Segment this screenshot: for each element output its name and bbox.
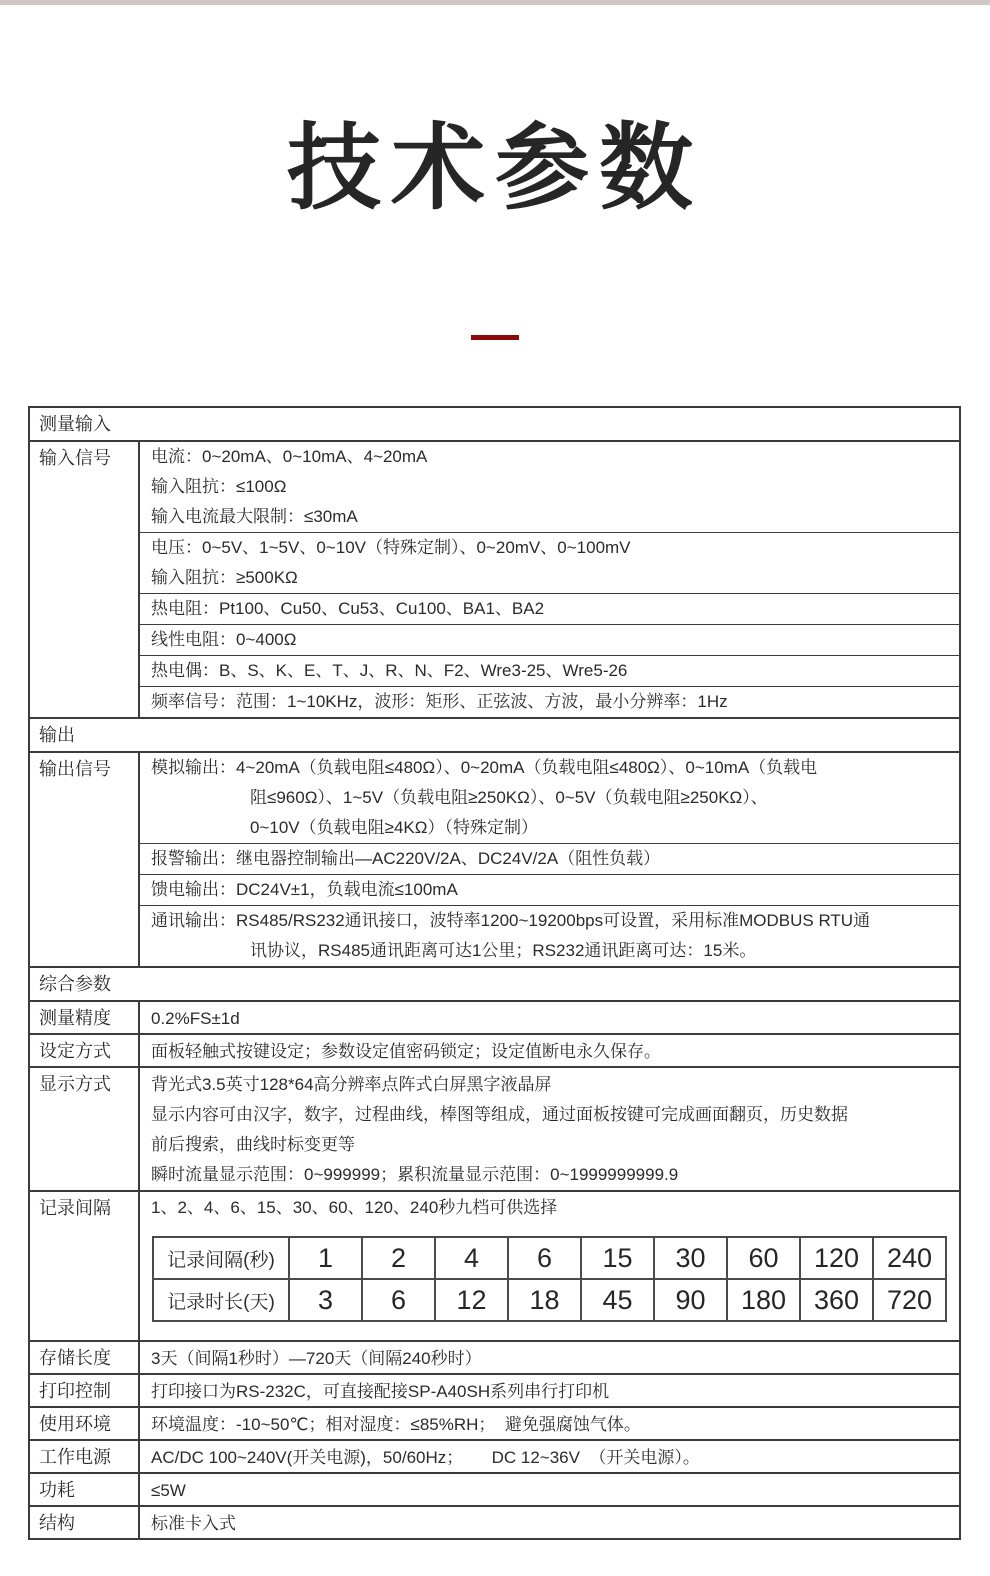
- record-row-interval: [153, 1237, 946, 1279]
- section-title: 输出: [39, 725, 75, 745]
- spec-cell-current: [140, 442, 959, 532]
- spec-content: [140, 1408, 959, 1439]
- spec-content: [140, 1035, 959, 1066]
- spec-line: 面板轻触式按键设定；参数设定值密码锁定；设定值断电永久保存。: [151, 1042, 661, 1061]
- record-duration-value: 45: [581, 1279, 654, 1321]
- record-interval-value: 1: [289, 1237, 362, 1279]
- record-duration-value: 6: [362, 1279, 435, 1321]
- spec-row-accuracy: [30, 1000, 959, 1033]
- spec-cell-voltage: [140, 532, 959, 593]
- spec-line: ≤5W: [151, 1481, 186, 1500]
- spec-line: 输入电流最大限制：≤30mA: [151, 507, 358, 526]
- spec-cell-thermocouple: [140, 655, 959, 686]
- spec-cell-frequency: [140, 686, 959, 717]
- row-label: 显示方式: [30, 1068, 140, 1190]
- spec-line: 电压：0~5V、1~5V、0~10V（特殊定制）、0~20mV、0~100mV: [151, 538, 631, 557]
- section-header-general-params: [30, 966, 959, 1000]
- spec-cell-linear-resistance: [140, 624, 959, 655]
- spec-line: 模拟输出：4~20mA（负载电阻≤480Ω）、0~20mA（负载电阻≤480Ω）、0~10mA（负载电: [151, 758, 818, 777]
- spec-line: 通讯输出：RS485/RS232通讯接口，波特率1200~19200bps可设置，采用标准MODBUS RTU通: [151, 911, 871, 930]
- record-interval-value: 6: [508, 1237, 581, 1279]
- spec-cell-alarm-output: [140, 843, 959, 874]
- record-intro-line: 1、2、4、6、15、30、60、120、240秒九档可供选择: [151, 1198, 558, 1217]
- section-title: 测量输入: [39, 414, 111, 434]
- spec-line: 热电偶：B、S、K、E、T、J、R、N、F2、Wre3-25、Wre5-26: [151, 661, 628, 680]
- spec-row-output-signal: [30, 751, 959, 966]
- spec-line: 前后搜索，曲线时标变更等: [151, 1135, 355, 1154]
- spec-content: [140, 1441, 959, 1472]
- spec-row-environment: [30, 1406, 959, 1439]
- record-duration-value: 720: [873, 1279, 946, 1321]
- spec-line: 3天（间隔1秒时）—720天（间隔240秒时）: [151, 1349, 482, 1368]
- row-label: 存储长度: [30, 1342, 140, 1373]
- record-interval-value: 30: [654, 1237, 727, 1279]
- record-duration-value: 3: [289, 1279, 362, 1321]
- record-duration-value: 18: [508, 1279, 581, 1321]
- record-interval-value: 240: [873, 1237, 946, 1279]
- spec-cell-comm-output: [140, 905, 959, 966]
- section-header-output: [30, 717, 959, 751]
- row-label: 记录间隔: [30, 1192, 140, 1340]
- record-duration-header: 记录时长(天): [153, 1279, 289, 1321]
- row-label: 设定方式: [30, 1035, 140, 1066]
- record-interval-header: 记录间隔(秒): [153, 1237, 289, 1279]
- spec-row-record-interval: [30, 1190, 959, 1340]
- spec-line: 0~10V（负载电阻≥4KΩ）（特殊定制）: [250, 818, 538, 837]
- record-duration-value: 90: [654, 1279, 727, 1321]
- spec-table: [28, 406, 961, 1540]
- spec-row-power-supply: [30, 1439, 959, 1472]
- spec-cell-analog-output: [140, 753, 959, 843]
- spec-cell-rtd: [140, 593, 959, 624]
- row-label: 输入信号: [30, 442, 140, 717]
- spec-line: 频率信号：范围：1~10KHz，波形：矩形、正弦波、方波，最小分辨率：1Hz: [151, 692, 728, 711]
- spec-content: [140, 1192, 959, 1340]
- record-table: [152, 1236, 947, 1322]
- row-label: 结构: [30, 1507, 140, 1538]
- spec-line: 讯协议，RS485通讯距离可达1公里；RS232通讯距离可达：15米。: [250, 941, 757, 960]
- row-label: 测量精度: [30, 1002, 140, 1033]
- spec-line: 0.2%FS±1d: [151, 1009, 240, 1028]
- spec-line: 阻≤960Ω）、1~5V（负载电阻≥250KΩ）、0~5V（负载电阻≥250KΩ）、: [250, 788, 768, 807]
- row-label: 功耗: [30, 1474, 140, 1505]
- spec-line: 显示内容可由汉字，数字，过程曲线，棒图等组成，通过面板按键可完成画面翻页，历史数据: [151, 1105, 848, 1124]
- spec-cell-feed-output: [140, 874, 959, 905]
- record-interval-value: 120: [800, 1237, 873, 1279]
- spec-content: [140, 1342, 959, 1373]
- spec-line: 环境温度：-10~50℃；相对湿度：≤85%RH； 避免强腐蚀气体。: [151, 1415, 641, 1434]
- spec-content: [140, 1375, 959, 1406]
- row-label: 工作电源: [30, 1441, 140, 1472]
- spec-line: 瞬时流量显示范围：0~999999；累积流量显示范围：0~1999999999.9: [151, 1165, 679, 1184]
- record-interval-value: 15: [581, 1237, 654, 1279]
- section-title: 综合参数: [39, 974, 111, 994]
- spec-line: 电流：0~20mA、0~10mA、4~20mA: [151, 447, 428, 466]
- record-interval-value: 60: [727, 1237, 800, 1279]
- spec-content: [140, 1002, 959, 1033]
- spec-line: 报警输出：继电器控制输出—AC220V/2A、DC24V/2A（阻性负载）: [151, 849, 661, 868]
- spec-row-power-consumption: [30, 1472, 959, 1505]
- spec-line: AC/DC 100~240V(开关电源)，50/60Hz； DC 12~36V （开关电源）。: [151, 1448, 700, 1467]
- record-interval-value: 4: [435, 1237, 508, 1279]
- spec-row-setting: [30, 1033, 959, 1066]
- record-duration-value: 360: [800, 1279, 873, 1321]
- spec-line: 标准卡入式: [151, 1514, 236, 1533]
- page-title: 技术参数: [286, 115, 703, 220]
- spec-line: 输入阻抗：≤100Ω: [151, 477, 287, 496]
- record-row-duration: [153, 1279, 946, 1321]
- record-interval-value: 2: [362, 1237, 435, 1279]
- record-duration-value: 180: [727, 1279, 800, 1321]
- spec-content: [140, 753, 959, 966]
- accent-dash: [471, 335, 519, 340]
- spec-line: 馈电输出：DC24V±1，负载电流≤100mA: [151, 880, 458, 899]
- spec-line: 热电阻：Pt100、Cu50、Cu53、Cu100、BA1、BA2: [151, 599, 545, 618]
- spec-row-structure: [30, 1505, 959, 1538]
- spec-content: [140, 442, 959, 717]
- row-label: 使用环境: [30, 1408, 140, 1439]
- spec-content: [140, 1068, 959, 1190]
- spec-line: 线性电阻：0~400Ω: [151, 630, 297, 649]
- spec-row-display: [30, 1066, 959, 1190]
- record-duration-value: 12: [435, 1279, 508, 1321]
- spec-row-storage: [30, 1340, 959, 1373]
- row-label: 打印控制: [30, 1375, 140, 1406]
- row-label: 输出信号: [30, 753, 140, 966]
- top-bar: [0, 0, 990, 5]
- spec-content: [140, 1507, 959, 1538]
- spec-row-input-signal: [30, 440, 959, 717]
- section-header-measurement-input: [30, 408, 959, 440]
- spec-row-print-control: [30, 1373, 959, 1406]
- spec-content: [140, 1474, 959, 1505]
- spec-line: 输入阻抗：≥500KΩ: [151, 568, 298, 587]
- spec-line: 背光式3.5英寸128*64高分辨率点阵式白屏黑字液晶屏: [151, 1075, 552, 1094]
- spec-line: 打印接口为RS-232C，可直接配接SP-A40SH系列串行打印机: [151, 1382, 610, 1401]
